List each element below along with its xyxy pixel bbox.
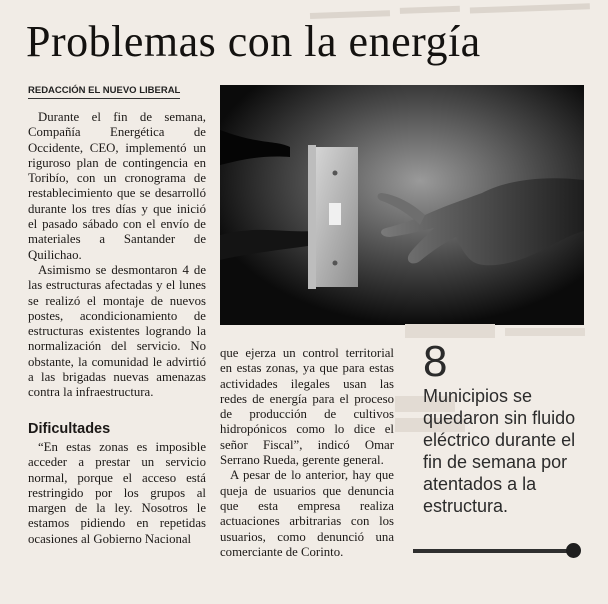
article-photo	[220, 85, 584, 325]
article-column-3	[220, 346, 394, 560]
decorative-rule	[413, 549, 571, 553]
article-column-1	[28, 110, 206, 401]
paragraph: Durante el fin de semana, Compañía Energética de Occidente, CEO, implementó un riguroso plan de contingencia en Toribío, con un cronograma de restablecimiento que se desarrolló durante los tres días y que inició el pasado sábado con el envío de materiales a Santander de Quilichao.	[28, 110, 206, 262]
stat-description: Municipios se quedaron sin fluido eléctrico durante el fin de semana por atentados a la estructura.	[423, 386, 576, 516]
paragraph: que ejerza un control territorial en estas zonas, ya que para estas actividades ilegales usan las redes de energía para el proceso de producción de cultivos hidropónicos como lo dice el señor Fiscal”, indicó Omar Serrano Rueda, gerente general.	[220, 346, 394, 468]
stat-number: 8	[423, 337, 448, 386]
paragraph: A pesar de lo anterior, hay que queja de usuarios que denuncia que esta empresa realiza actuaciones arbitrarias con los usuarios, como denunció una comerciante de Corinto.	[220, 468, 394, 559]
rule-end-dot-icon	[566, 543, 581, 558]
headline: Problemas con la energía	[26, 17, 481, 66]
paragraph: “En estas zonas es imposible acceder a prestar un servicio normal, porque el acceso está restringido por los grupos al margen de la ley. Nosotros le estamos pidiendo en repetidas ocasiones al Gobierno Nacional	[28, 440, 206, 546]
subheading: Dificultades	[28, 421, 111, 437]
byline: REDACCIÓN EL NUEVO LIBERAL	[28, 84, 180, 99]
hand-light-switch-photo	[220, 85, 584, 325]
paragraph: Asimismo se desmontaron 4 de las estructuras afectadas y el lunes se realizó el montaje de nuevos postes, acondicionamiento de estructuras existentes logrando la normalización del servicio. No obstante, la comunidad le advirtió a las brigadas nuevas amenazas contra la infraestructura.	[28, 262, 206, 400]
article-column-2	[28, 440, 206, 547]
